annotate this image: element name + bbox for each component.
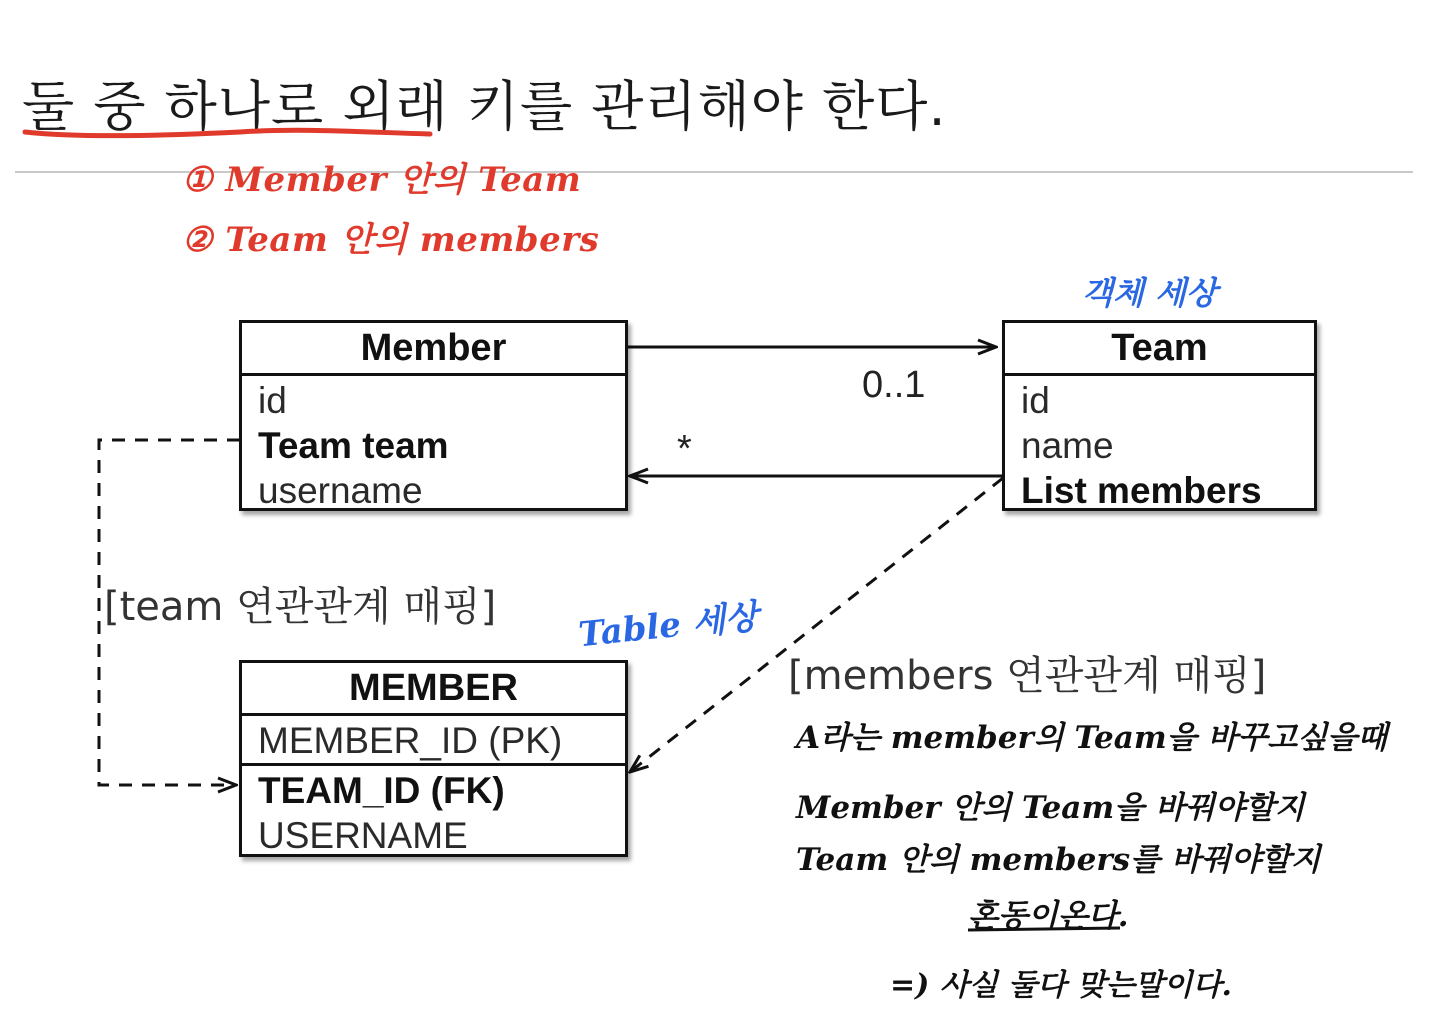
multiplicity-member: * (677, 428, 692, 470)
object-world-note: 객체 세상 (1082, 274, 1217, 312)
note-line-5: =) 사실 둘다 맞는말이다. (890, 968, 1232, 1003)
member-field-username: username (258, 470, 423, 511)
team-class-box (1002, 320, 1317, 511)
multiplicity-team: 0..1 (862, 364, 926, 406)
option-2-note: ② Team 안의 members (182, 220, 600, 260)
note-line-3: Team 안의 members를 바꿔야할지 (796, 842, 1321, 878)
member-table-pk: MEMBER_ID (PK) (258, 720, 563, 761)
member-class-box (239, 320, 628, 511)
member-field-team: Team team (258, 425, 449, 466)
members-mapping-label: [members 연관관계 매핑] (788, 653, 1267, 699)
page-title: 둘 중 하나로 외래 키를 관리해야 한다. (22, 75, 947, 138)
team-mapping-label: [team 연관관계 매핑] (104, 584, 497, 630)
red-underline (25, 130, 430, 135)
team-field-name: name (1021, 425, 1114, 466)
member-table-username: USERNAME (258, 815, 468, 856)
table-world-note: Table 세상 (576, 596, 760, 656)
member-table-name: MEMBER (242, 663, 625, 716)
team-field-id: id (1021, 380, 1050, 421)
member-field-id: id (258, 380, 287, 421)
member-table-fk: TEAM_ID (FK) (258, 770, 505, 811)
note-line-1: A라는 member의 Team을 바꾸고싶을때 (796, 720, 1388, 756)
member-class-name: Member (242, 323, 625, 376)
note-line-4: 혼동이온다. (968, 898, 1129, 934)
option-1-note: ① Member 안의 Team (182, 160, 582, 200)
member-table-box (239, 660, 628, 857)
note-line-2: Member 안의 Team을 바꿔야할지 (796, 790, 1305, 826)
team-class-name: Team (1005, 323, 1314, 376)
team-field-members: List members (1021, 470, 1262, 511)
